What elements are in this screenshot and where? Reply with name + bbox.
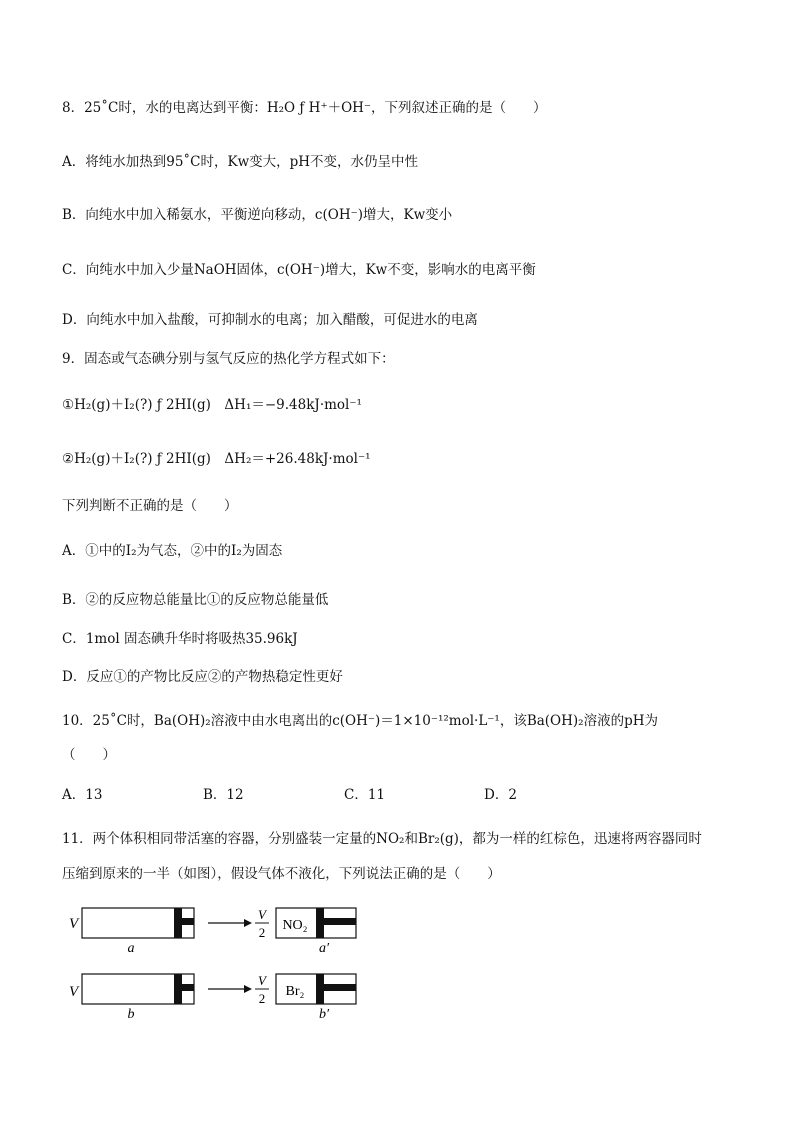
half-volume-denominator-b: 2: [258, 991, 266, 1006]
arrow-head-a: [244, 919, 252, 927]
q9-equation-1: ①H₂(g)＋I₂(?) ƒ 2HI(g) ΔH₁＝−9.48kJ·mol⁻¹: [62, 397, 362, 413]
half-volume-denominator-a: 2: [258, 925, 266, 940]
arrow-head-b: [244, 985, 252, 993]
q9-option-d: D．反应①的产物比反应②的产物热稳定性更好: [62, 669, 343, 685]
piston-rod-b-prime: [324, 984, 356, 991]
q11-stem: 11．两个体积相同带活塞的容器，分别盛装一定量的NO₂和Br₂(g)，都为一样的红棕色，迅速将两容器同时: [62, 831, 702, 847]
gas-label-br2: Br₂: [285, 984, 305, 999]
q9-option-b: B．②的反应物总能量比①的反应物总能量低: [62, 592, 329, 608]
q9-equation-2: ②H₂(g)＋I₂(?) ƒ 2HI(g) ΔH₂＝+26.48kJ·mol⁻¹: [62, 451, 371, 467]
piston-b-prime: [316, 974, 324, 1004]
label-b-prime: b′: [318, 1007, 330, 1022]
q9-prompt: 下列判断不正确的是（ ）: [62, 498, 238, 514]
q8-option-a: A．将纯水加热到95˚C时，Kw变大，pH不变，水仍呈中性: [62, 154, 419, 170]
q9-stem: 9．固态或气态碘分别与氢气反应的热化学方程式如下：: [62, 351, 395, 367]
half-volume-numerator-b: V: [258, 973, 266, 988]
q10-option-a: A．13: [62, 787, 103, 803]
gas-label-no2: NO₂: [282, 918, 308, 933]
label-b: b: [127, 1007, 135, 1022]
piston-rod-a: [182, 918, 194, 925]
piston-b: [174, 974, 182, 1004]
piston-rod-a-prime: [324, 918, 356, 925]
q10-stem-cont: （ ）: [62, 747, 116, 763]
label-a: a: [127, 941, 135, 956]
piston-a-prime: [316, 908, 324, 938]
q8-option-d: D．向纯水中加入盐酸，可抑制水的电离；加入醋酸，可促进水的电离: [62, 312, 478, 328]
piston-rod-b: [182, 984, 194, 991]
q10-stem: 10．25˚C时，Ba(OH)₂溶液中由水电离出的c(OH⁻)＝1×10⁻¹²mol·L⁻¹，该Ba(OH)₂溶液的pH为: [62, 713, 658, 729]
label-a-prime: a′: [318, 941, 330, 956]
q9-option-a: A．①中的I₂为气态，②中的I₂为固态: [62, 543, 283, 559]
q10-option-c: C．11: [344, 787, 386, 803]
q10-options: [62, 785, 517, 805]
volume-label-b: V: [69, 984, 79, 1000]
q11-stem-cont: 压缩到原来的一半（如图），假设气体不液化，下列说法正确的是（ ）: [62, 866, 501, 882]
q10-option-b: B．12: [203, 787, 244, 803]
q8-stem: 8．25˚C时，水的电离达到平衡：H₂O ƒ H⁺＋OH⁻，下列叙述正确的是（ ）: [62, 100, 547, 116]
q8-option-b: B．向纯水中加入稀氨水，平衡逆向移动，c(OH⁻)增大，Kw变小: [62, 207, 453, 223]
q10-option-d: D．2: [484, 787, 517, 803]
q8-option-c: C．向纯水中加入少量NaOH固体，c(OH⁻)增大，Kw不变，影响水的电离平衡: [62, 262, 536, 278]
q9-option-c: C．1mol 固态碘升华时将吸热35.96kJ: [62, 631, 298, 647]
piston-figure: [62, 898, 362, 1022]
piston-a: [174, 908, 182, 938]
half-volume-numerator-a: V: [258, 907, 266, 922]
volume-label-a: V: [69, 916, 79, 932]
